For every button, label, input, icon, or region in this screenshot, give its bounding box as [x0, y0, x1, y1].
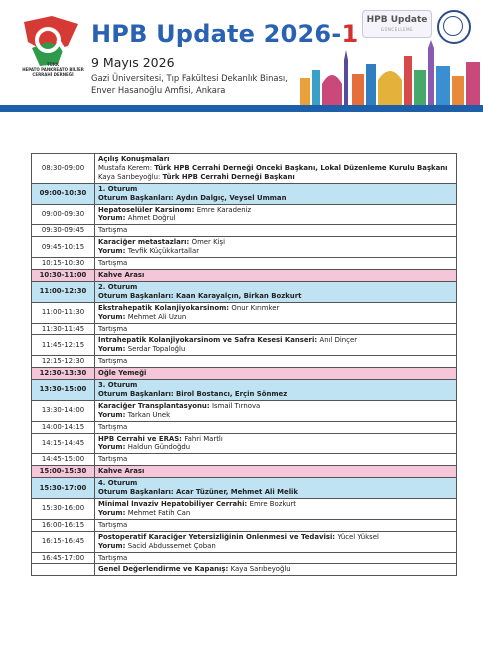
- text-segment: Tartışma: [98, 357, 128, 366]
- time-cell: 10:30-11:00: [32, 269, 95, 281]
- content-cell: [95, 204, 457, 225]
- text-segment: Acar Tüzüner, Mehmet Ali Melik: [176, 488, 298, 497]
- content-line: [98, 164, 453, 173]
- content-cell: [95, 302, 457, 323]
- content-line: [98, 214, 453, 223]
- content-line: [98, 411, 453, 420]
- text-segment: Ekstrahepatik Kolanjiyokarsinom:: [98, 303, 232, 312]
- time-cell: 16:15-16:45: [32, 531, 95, 552]
- content-line: [98, 488, 453, 497]
- content-line: [98, 313, 453, 322]
- content-line: [98, 206, 453, 215]
- text-segment: Kahve Arası: [98, 467, 145, 476]
- content-cell: [95, 466, 457, 478]
- program-row: [32, 237, 457, 258]
- text-segment: Tartışma: [98, 259, 128, 268]
- content-cell: [95, 269, 457, 281]
- text-segment: Tarkan Ünek: [127, 410, 171, 419]
- text-segment: Kaya Sarıbeyoğlu: [230, 565, 291, 574]
- text-segment: Tartışma: [98, 324, 128, 333]
- text-segment: İsmail Tırnova: [211, 401, 261, 410]
- content-line: [98, 381, 453, 390]
- content-line: [98, 345, 453, 354]
- program-row: [32, 454, 457, 466]
- time-cell: 09:45-10:15: [32, 237, 95, 258]
- program-row: [32, 356, 457, 368]
- content-line: [98, 554, 453, 563]
- program-row: [32, 400, 457, 421]
- text-segment: Tartışma: [98, 455, 128, 464]
- text-segment: Yorum:: [98, 508, 128, 517]
- program-row: [32, 433, 457, 454]
- text-segment: Oturum Başkanları:: [98, 488, 177, 497]
- text-segment: Haldun Gündoğdu: [127, 443, 191, 452]
- program-row: [32, 323, 457, 335]
- content-line: [98, 194, 453, 203]
- content-line: [98, 357, 453, 366]
- text-segment: Türk HPB Cerrahi Derneği Başkanı: [162, 172, 295, 181]
- text-segment: Mehmet Ali Uzun: [127, 312, 187, 321]
- content-line: [98, 533, 453, 542]
- text-segment: Emre Bozkurt: [249, 500, 297, 508]
- time-cell: 09:30-09:45: [32, 225, 95, 237]
- time-cell: 10:15-10:30: [32, 258, 95, 270]
- content-cell: [95, 421, 457, 433]
- time-cell: 15:30-16:00: [32, 499, 95, 520]
- content-cell: [95, 433, 457, 454]
- time-cell: 14:45-15:00: [32, 454, 95, 466]
- text-segment: Türk HPB Cerrahi Derneği Önceki Başkanı, Lokal Düzenleme Kurulu Başkanı: [154, 163, 448, 172]
- program-row: [32, 204, 457, 225]
- text-segment: Karaciğer Transplantasyonu:: [98, 401, 212, 410]
- time-cell: 16:45-17:00: [32, 552, 95, 564]
- text-segment: Yorum:: [98, 443, 128, 452]
- content-line: [98, 185, 453, 194]
- event-date: 9 Mayıs 2026: [91, 55, 175, 70]
- time-cell: 12:30-13:30: [32, 368, 95, 380]
- session-row: [32, 281, 457, 302]
- text-segment: Tartışma: [98, 226, 128, 235]
- text-segment: Kaya Sarıbeyoğlu:: [98, 172, 163, 181]
- content-line: [98, 509, 453, 518]
- text-segment: Kahve Arası: [98, 270, 145, 279]
- text-segment: Mehmet Fatih Can: [127, 508, 191, 517]
- text-segment: Mustafa Kerem:: [98, 163, 155, 172]
- text-segment: Yorum:: [98, 541, 128, 550]
- text-segment: İntrahepatik Kolanjiyokarsinom ve Safra Kesesi Kanseri:: [98, 336, 320, 345]
- page-title: HPB Update 2026-1: [91, 20, 359, 48]
- time-cell: 15:30-17:00: [32, 478, 95, 499]
- text-segment: Ahmet Doğrul: [127, 214, 176, 223]
- content-cell: [95, 531, 457, 552]
- content-cell: [95, 281, 457, 302]
- content-line: [98, 226, 453, 235]
- logo-caption: TÜRK HEPATO PANKREATO BİLİER CERRAHİ DERNEĞİ: [22, 62, 84, 77]
- time-cell: 14:00-14:15: [32, 421, 95, 433]
- content-cell: [95, 323, 457, 335]
- content-line: [98, 542, 453, 551]
- text-segment: Fahri Martlı: [184, 434, 223, 443]
- content-cell: [95, 499, 457, 520]
- content-line: [98, 271, 453, 280]
- hpb-update-badge: HPB Update GÜNCELLEME: [362, 10, 432, 38]
- content-cell: [95, 400, 457, 421]
- text-segment: Tevfik Küçükkartallar: [127, 247, 200, 256]
- text-segment: Yücel Yüksel: [337, 532, 379, 541]
- program-row: [32, 564, 457, 576]
- time-cell: 12:15-12:30: [32, 356, 95, 368]
- time-cell: 15:00-15:30: [32, 466, 95, 478]
- session-row: [32, 183, 457, 204]
- content-line: [98, 479, 453, 488]
- text-segment: Öğle Yemeği: [98, 369, 147, 378]
- break-row: [32, 466, 457, 478]
- text-segment: Tartışma: [98, 422, 128, 431]
- text-segment: Anıl Dinçer: [319, 336, 358, 345]
- text-segment: Genel Değerlendirme ve Kapanış:: [98, 565, 231, 574]
- program-table: [31, 153, 457, 576]
- text-segment: Yorum:: [98, 247, 128, 256]
- text-segment: Karaciğer metastazları:: [98, 238, 192, 247]
- content-line: [98, 238, 453, 247]
- content-line: [98, 259, 453, 268]
- content-cell: [95, 356, 457, 368]
- time-cell: 08:30-09:00: [32, 154, 95, 184]
- program-row: [32, 499, 457, 520]
- time-cell: 09:00-09:30: [32, 204, 95, 225]
- time-cell: 13:30-14:00: [32, 400, 95, 421]
- content-line: [98, 304, 453, 313]
- text-segment: Serdar Topaloğlu: [127, 345, 186, 354]
- content-cell: [95, 552, 457, 564]
- time-cell: 13:30-15:00: [32, 380, 95, 401]
- content-line: [98, 500, 453, 509]
- content-cell: [95, 154, 457, 184]
- text-segment: Postoperatif Karaciğer Yetersizliğinin Önlenmesi ve Tedavisi:: [98, 532, 338, 541]
- page-header: [0, 0, 483, 112]
- content-cell: [95, 519, 457, 531]
- content-line: [98, 435, 453, 444]
- content-cell: [95, 564, 457, 576]
- text-segment: Aydın Dalgıç, Veysel Umman: [176, 193, 287, 202]
- content-cell: [95, 225, 457, 237]
- content-cell: [95, 368, 457, 380]
- program-row: [32, 302, 457, 323]
- text-segment: Oturum Başkanları:: [98, 291, 177, 300]
- text-segment: Birol Bostancı, Erçin Sönmez: [176, 389, 288, 398]
- content-line: [98, 369, 453, 378]
- content-line: [98, 292, 453, 301]
- time-cell: 11:00-11:30: [32, 302, 95, 323]
- program-row: [32, 421, 457, 433]
- text-segment: Tartışma: [98, 553, 128, 562]
- content-line: [98, 247, 453, 256]
- content-cell: [95, 335, 457, 356]
- content-line: [98, 423, 453, 432]
- text-segment: HPB Cerrahi ve ERAS:: [98, 434, 185, 443]
- content-cell: [95, 258, 457, 270]
- text-segment: Açılış Konuşmaları: [98, 155, 170, 163]
- program-row: [32, 154, 457, 184]
- program-row: [32, 531, 457, 552]
- text-segment: Yorum:: [98, 345, 128, 354]
- text-segment: Oturum Başkanları:: [98, 193, 177, 202]
- text-segment: Emre Karadeniz: [196, 205, 252, 214]
- text-segment: Oturum Başkanları:: [98, 389, 177, 398]
- association-logo-icon: [18, 12, 88, 92]
- text-segment: Onur Kırımker: [231, 303, 280, 312]
- text-segment: Tartışma: [98, 520, 128, 529]
- program-row: [32, 225, 457, 237]
- content-line: [98, 455, 453, 464]
- event-venue: Gazi Üniversitesi, Tıp Fakültesi Dekanlık Binası, Enver Hasanoğlu Amfisi, Ankara: [91, 73, 288, 95]
- text-segment: Yorum:: [98, 214, 128, 223]
- text-segment: Yorum:: [98, 312, 128, 321]
- content-line: [98, 325, 453, 334]
- text-segment: Kaan Karayalçın, Birkan Bozkurt: [176, 291, 302, 300]
- content-line: [98, 173, 453, 182]
- text-segment: Minimal İnvaziv Hepatobiliyer Cerrahi:: [98, 500, 250, 508]
- text-segment: 1. Oturum: [98, 184, 138, 193]
- session-row: [32, 478, 457, 499]
- content-line: [98, 390, 453, 399]
- time-cell: 14:15-14:45: [32, 433, 95, 454]
- time-cell: 11:00-12:30: [32, 281, 95, 302]
- time-cell: 11:30-11:45: [32, 323, 95, 335]
- program-row: [32, 552, 457, 564]
- text-segment: 4. Oturum: [98, 479, 138, 488]
- text-segment: Sacid Abdussemet Çoban: [127, 541, 216, 550]
- content-cell: [95, 183, 457, 204]
- text-segment: Hepatoselüler Karsinom:: [98, 205, 197, 214]
- content-line: [98, 443, 453, 452]
- break-row: [32, 368, 457, 380]
- content-line: [98, 565, 453, 574]
- content-line: [98, 336, 453, 345]
- text-segment: 2. Oturum: [98, 282, 138, 291]
- break-row: [32, 269, 457, 281]
- university-seal-icon: [437, 10, 471, 44]
- program-row: [32, 258, 457, 270]
- content-line: [98, 283, 453, 292]
- content-cell: [95, 454, 457, 466]
- text-segment: Yorum:: [98, 410, 128, 419]
- time-cell: [32, 564, 95, 576]
- content-line: [98, 155, 453, 164]
- content-cell: [95, 237, 457, 258]
- program-row: [32, 335, 457, 356]
- content-cell: [95, 380, 457, 401]
- session-row: [32, 380, 457, 401]
- content-line: [98, 521, 453, 530]
- text-segment: 3. Oturum: [98, 381, 138, 390]
- city-skyline-illustration: [296, 40, 483, 106]
- time-cell: 11:45-12:15: [32, 335, 95, 356]
- text-segment: Ömer Kişi: [191, 238, 226, 247]
- header-band: [0, 105, 483, 112]
- time-cell: 09:00-10:30: [32, 183, 95, 204]
- program-row: [32, 519, 457, 531]
- content-cell: [95, 478, 457, 499]
- content-line: [98, 402, 453, 411]
- time-cell: 16:00-16:15: [32, 519, 95, 531]
- content-line: [98, 467, 453, 476]
